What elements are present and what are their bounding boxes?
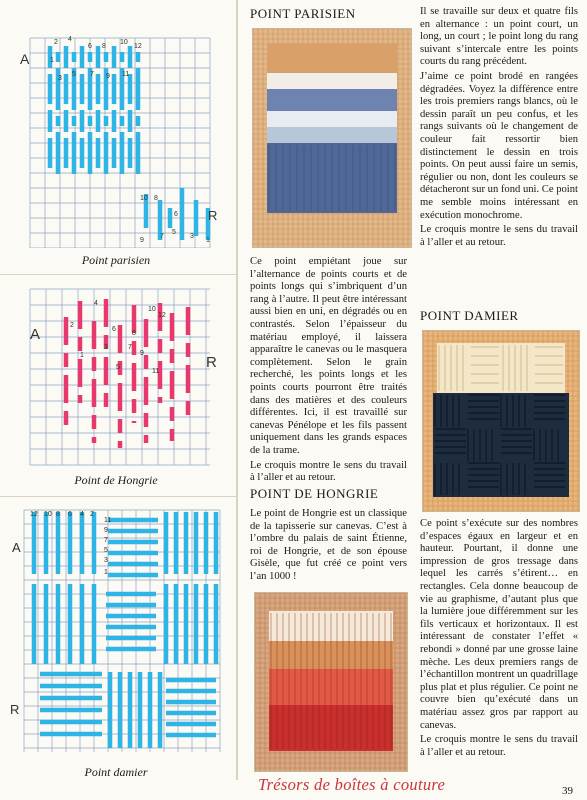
stitch-number: 6 [112, 326, 116, 333]
stitch-lines [66, 299, 188, 448]
point-parisien-text [250, 256, 407, 487]
return-label: R [10, 702, 20, 717]
stitch-number: 12 [30, 511, 38, 518]
stitch-number: 3 [104, 557, 108, 564]
stitch-number: 12 [134, 43, 142, 50]
stitch-number: 6 [88, 43, 92, 50]
stitch-number: 4 [80, 511, 84, 518]
stitch-number: 6 [174, 211, 178, 218]
stitch-number: 1 [104, 569, 108, 576]
paragraph: Ce point empiétant joue sur l’alternance de points courts et de points longs qui s’imbriquent d’un rang à l’autre. Il peut être intéressant aussi bien en uni, en dégradés ou en contrastés. Selon l’épaisseur du matériau employé, il laissera apparaître le canevas ou le masquera complètement. Selon le grain recherché, les points longs et les points courts pourront être traités dans des matières et des couleurs différentes. Ici, il est travaillé sur canevas Pénélope et les fils passent uniquement dans les grands espaces de la trame. [250, 256, 407, 456]
return-label: R [206, 354, 217, 371]
paragraph: Le point de Hongrie est un classique de la tapisserie sur canevas. C’est à l’ombre du palais de saint Étienne, roi de Hongrie, et de son épouse Gisèle, que fut créé ce point vers l’an 1000 ! [250, 508, 407, 582]
point-damier-heading: POINT DAMIER [420, 308, 519, 323]
stitch-number: 9 [140, 237, 144, 244]
stitch-number: 5 [116, 364, 120, 371]
stitch-number: 12 [158, 312, 166, 319]
stitch-number: 3 [190, 233, 194, 240]
point-damier-sample-photo [422, 330, 580, 512]
stitch-number: 1 [50, 57, 54, 64]
point-parisien-caption: Point parisien [81, 253, 151, 267]
stitch-number: 9 [106, 73, 110, 80]
stitch-number: 9 [140, 350, 144, 357]
stitch-number: 5 [104, 547, 108, 554]
return-label: R [208, 208, 218, 223]
stitch-number: 4 [94, 300, 98, 307]
stitch-lines [34, 512, 216, 748]
paragraph: Il se travaille sur deux et quatre fils en alternance : un point court, un long, un court ; le point long du rang suivant s’intercale entre les points courts du rang précédent. [420, 6, 578, 68]
page-number: 39 [562, 785, 573, 797]
stitch-number: 6 [68, 511, 72, 518]
stitch-number: 3 [58, 75, 62, 82]
start-label: A [30, 326, 41, 343]
stitch-number: 7 [90, 71, 94, 78]
stitch-number: 8 [154, 195, 158, 202]
stitch-number: 10 [148, 306, 156, 313]
stitch-number: 11 [152, 368, 160, 375]
diagram-divider-2 [0, 496, 236, 497]
stitch-number: 7 [160, 233, 164, 240]
stitch-number: 8 [102, 43, 106, 50]
paragraph: Le croquis montre le sens du travail à l’aller et au retour. [420, 734, 578, 758]
stitch-number: 2 [54, 39, 58, 46]
diagram-divider-1 [0, 274, 236, 275]
paragraph: Le croquis montre le sens du travail à l’aller et au retour. [250, 459, 407, 484]
point-parisien-diagram [10, 28, 222, 248]
point-de-hongrie-heading: POINT DE HONGRIE [250, 486, 379, 501]
point-damier-diagram [10, 504, 222, 752]
stitch-number: 5 [72, 71, 76, 78]
stitch-number: 3 [104, 344, 108, 351]
point-damier-text [420, 518, 578, 761]
stitch-number: 2 [90, 511, 94, 518]
stitch-number: 2 [70, 322, 74, 329]
stitch-number: 10 [140, 195, 148, 202]
start-label: A [20, 51, 30, 67]
stitch-number: 11 [122, 71, 130, 78]
point-de-hongrie-sample-photo [254, 592, 408, 772]
point-de-hongrie-text [250, 508, 407, 586]
book-title: Trésors de boîtes à couture [258, 775, 446, 794]
point-parisien-continued-text [420, 6, 578, 251]
start-label: A [12, 540, 21, 555]
paragraph: Le croquis montre le sens du travail à l’aller et au retour. [420, 224, 578, 248]
stitch-number: 5 [172, 229, 176, 236]
stitch-number: 1 [206, 237, 210, 244]
left-column-divider [236, 0, 238, 780]
stitch-number: 11 [104, 517, 112, 524]
point-damier-caption: Point damier [84, 765, 148, 779]
stitch-number: 4 [68, 36, 72, 43]
canvas-grid [30, 289, 210, 465]
stitch-number: 9 [104, 527, 108, 534]
stitch-number: 10 [120, 39, 128, 46]
point-parisien-sample-photo [252, 28, 412, 248]
point-de-hongrie-diagram [10, 283, 222, 468]
stitch-number: 8 [56, 511, 60, 518]
stitch-number: 7 [128, 344, 132, 351]
paragraph: J’aime ce point brodé en rangées dégradées. Voyez la différence entre les trois premiers rangs blancs, où le dessin paraît un peu confus, et les rangs suivants où le changement de couleur fait ressortir bien distinctement le dessin en trois points. On peut aussi faire un semis, régulier ou non, dont les couleurs se détacheront sur un fond uni. Ce point me semble moins intéressant en exécution monochrome. [420, 70, 578, 221]
point-de-hongrie-caption: Point de Hongrie [74, 473, 158, 487]
stitch-number: 10 [44, 511, 52, 518]
stitch-number: 7 [104, 537, 108, 544]
stitch-number: 8 [132, 330, 136, 337]
stitch-number: 1 [80, 352, 84, 359]
point-parisien-heading: POINT PARISIEN [250, 6, 356, 21]
paragraph: Ce point s’exécute sur des nombres d’espaces égaux en largeur et en hauteur. Pourtant, il donne une impression de gros tressage dans lequel les carrés s’étirent… en rectangles. Cela donne beaucoup de vie au graphisme, d’autant plus que la lumière joue différemment sur les fils verticaux et horizontaux. Il est intéressant de constater l’effet « rebondi » donné par une grosse laine mèche. Les deux premiers rangs de l’échantillon montrent un quadrillage plus plat et plus régulier. Ce point ne couvre bien qu’exécuté dans un matériau assez gros par rapport au canevas. [420, 518, 578, 731]
